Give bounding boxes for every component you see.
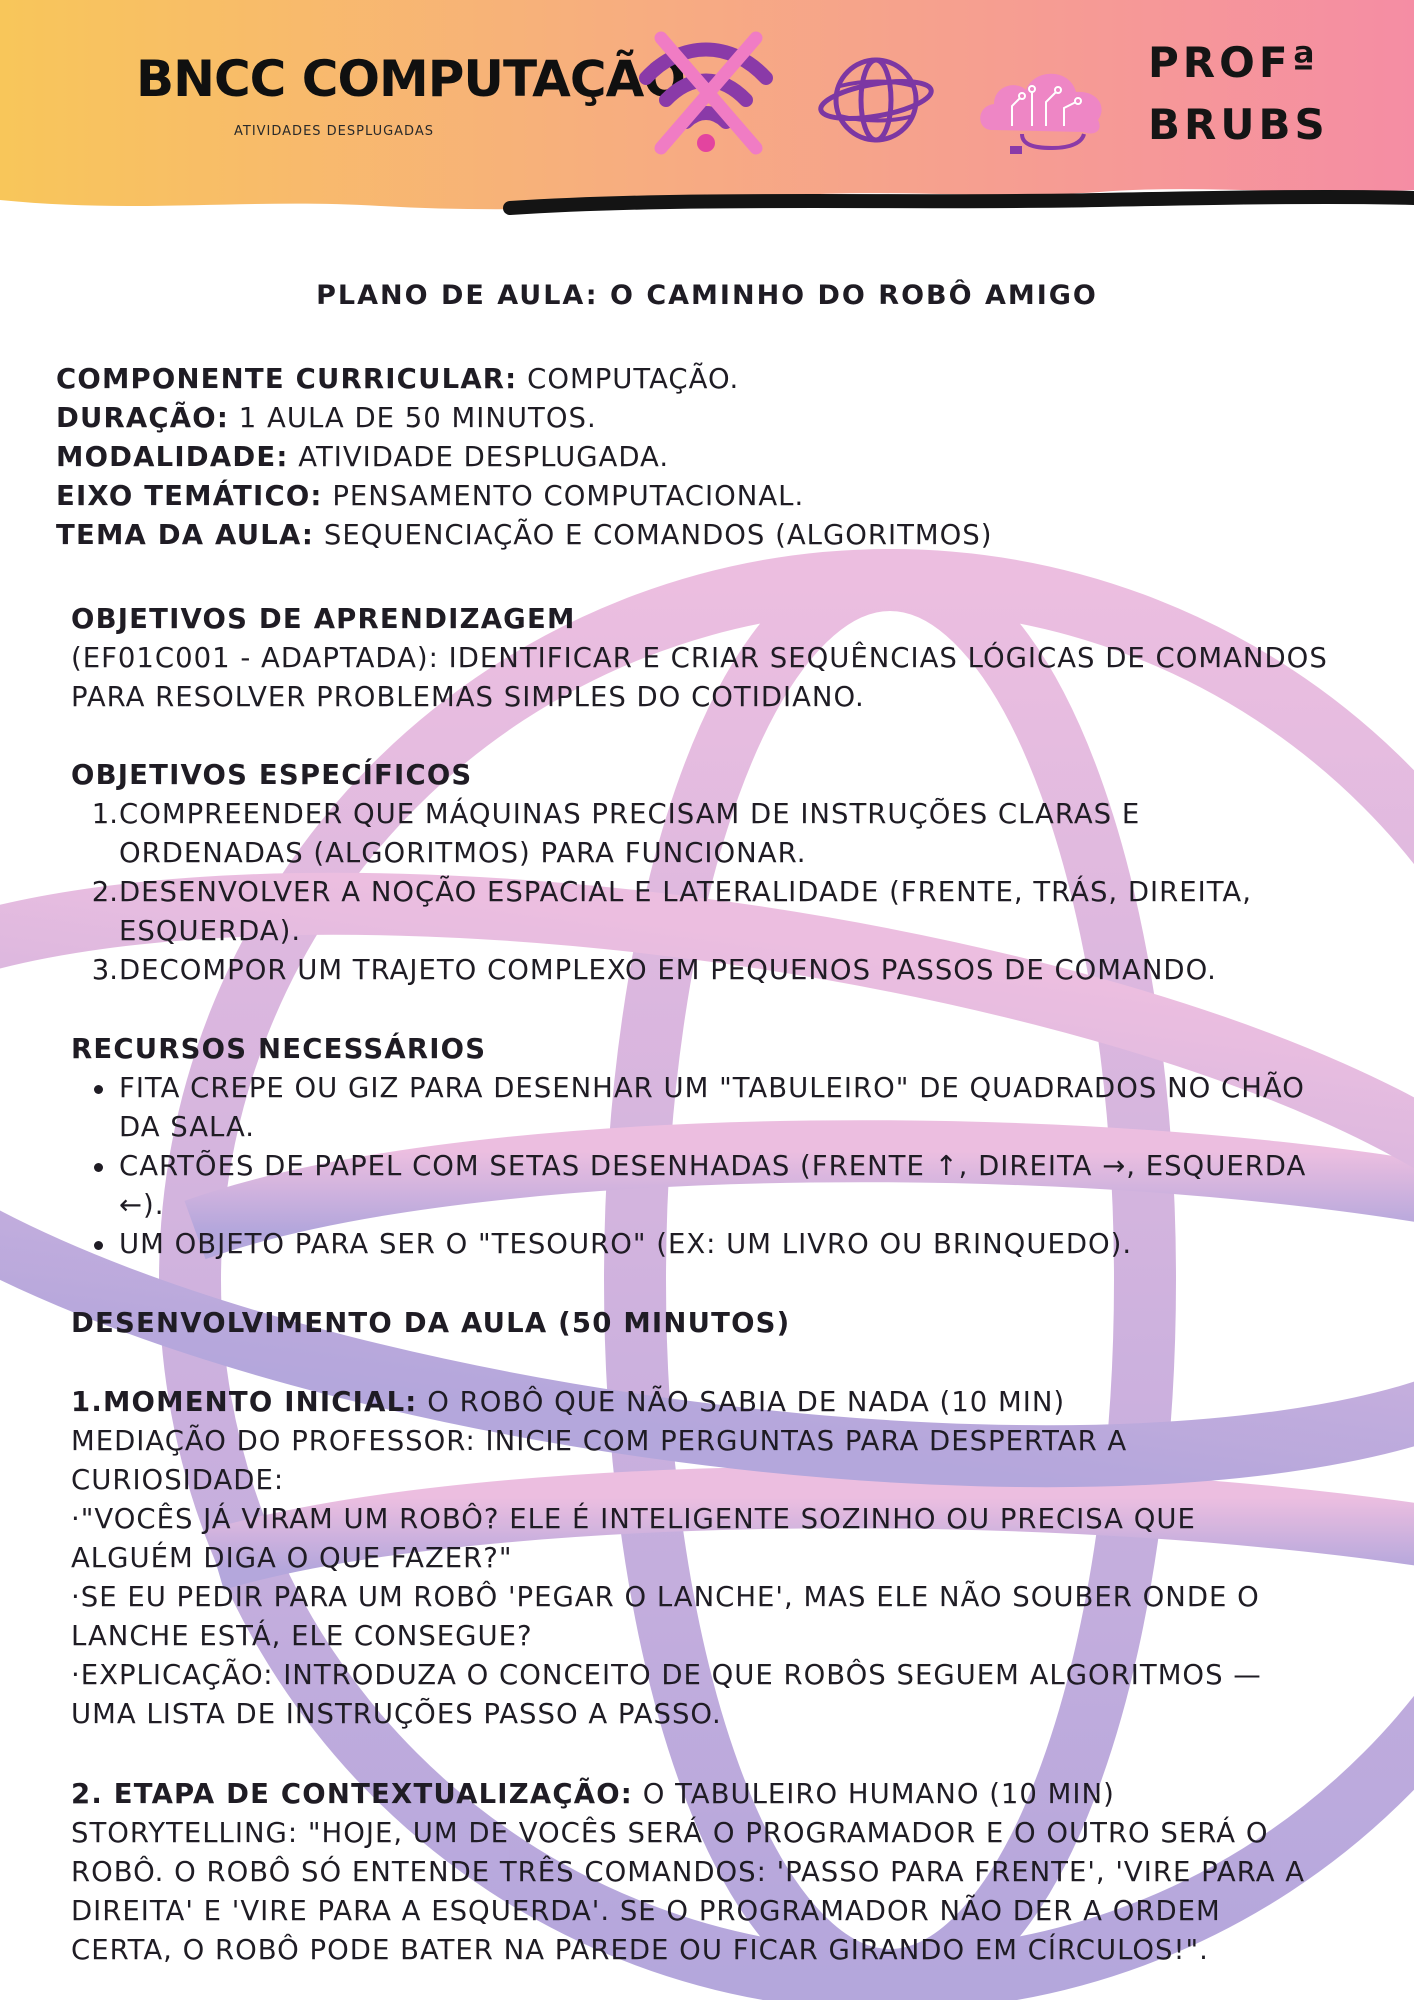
author-line-2: BRUBS [1148,100,1329,149]
bullet-icon [94,1163,103,1172]
list-item: ←). [119,1189,165,1221]
list-item: ESQUERDA). [119,915,302,947]
paragraph-line: CERTA, O ROBÔ PODE BATER NA PAREDE OU FICAR GIRANDO EM CÍRCULOS!". [71,1934,1209,1966]
paragraph-line: STORYTELLING: "HOJE, UM DE VOCÊS SERÁ O PROGRAMADOR E O OUTRO SERÁ O [71,1817,1269,1849]
list-item: DECOMPOR UM TRAJETO COMPLEXO EM PEQUENOS PASSOS DE COMANDO. [119,954,1217,986]
list-number: 1. [91,798,118,830]
step-heading: 2. ETAPA DE CONTEXTUALIZAÇÃO: O TABULEIRO HUMANO (10 MIN) [71,1778,1115,1810]
list-item: DA SALA. [119,1111,256,1143]
info-line: MODALIDADE: ATIVIDADE DESPLUGADA. [56,441,670,473]
section-heading: OBJETIVOS DE APRENDIZAGEM [71,603,576,635]
paragraph-line: CURIOSIDADE: [71,1464,285,1496]
section-heading: OBJETIVOS ESPECÍFICOS [71,759,473,791]
brand-subtitle: ATIVIDADES DESPLUGADAS [234,124,434,139]
bullet-icon [94,1241,103,1250]
section-heading: DESENVOLVIMENTO DA AULA (50 MINUTOS) [71,1307,791,1339]
info-line: COMPONENTE CURRICULAR: COMPUTAÇÃO. [56,363,740,395]
brand-title: BNCC COMPUTAÇÃO [136,50,685,108]
list-item: DESENVOLVER A NOÇÃO ESPACIAL E LATERALIDADE (FRENTE, TRÁS, DIREITA, [119,876,1252,908]
paragraph-line: LANCHE ESTÁ, ELE CONSEGUE? [71,1620,533,1652]
bullet-icon [94,1085,103,1094]
paragraph-line: ·EXPLICAÇÃO: INTRODUZA O CONCEITO DE QUE ROBÔS SEGUEM ALGORITMOS — [71,1659,1262,1691]
list-item: COMPREENDER QUE MÁQUINAS PRECISAM DE INSTRUÇÕES CLARAS E [119,798,1141,830]
paragraph-line: DIREITA' E 'VIRE PARA A ESQUERDA'. SE O PROGRAMADOR NÃO DER A ORDEM [71,1895,1221,1927]
paragraph-line: ·SE EU PEDIR PARA UM ROBÔ 'PEGAR O LANCHE', MAS ELE NÃO SOUBER ONDE O [71,1581,1260,1613]
step-heading: 1.MOMENTO INICIAL: O ROBÔ QUE NÃO SABIA DE NADA (10 MIN) [71,1386,1066,1418]
list-item: CARTÕES DE PAPEL COM SETAS DESENHADAS (FRENTE ↑, DIREITA →, ESQUERDA [119,1150,1307,1182]
list-number: 3. [91,954,118,986]
author-line-1: PROFª [1148,38,1320,87]
info-line: TEMA DA AULA: SEQUENCIAÇÃO E COMANDOS (ALGORITMOS) [56,519,993,551]
list-item: FITA CREPE OU GIZ PARA DESENHAR UM "TABULEIRO" DE QUADRADOS NO CHÃO [119,1072,1305,1104]
list-item: UM OBJETO PARA SER O "TESOURO" (EX: UM LIVRO OU BRINQUEDO). [119,1228,1133,1260]
list-number: 2. [91,876,118,908]
paragraph-line: ALGUÉM DIGA O QUE FAZER?" [71,1542,513,1574]
section-heading: RECURSOS NECESSÁRIOS [71,1033,487,1065]
paragraph-line: MEDIAÇÃO DO PROFESSOR: INICIE COM PERGUNTAS PARA DESPERTAR A [71,1425,1128,1457]
page-title: PLANO DE AULA: O CAMINHO DO ROBÔ AMIGO [316,280,1098,311]
paragraph-line: PARA RESOLVER PROBLEMAS SIMPLES DO COTIDIANO. [71,681,865,713]
paragraph-line: UMA LISTA DE INSTRUÇÕES PASSO A PASSO. [71,1698,722,1730]
list-item: ORDENADAS (ALGORITMOS) PARA FUNCIONAR. [119,837,807,869]
paragraph-line: ROBÔ. O ROBÔ SÓ ENTENDE TRÊS COMANDOS: 'PASSO PARA FRENTE', 'VIRE PARA A [71,1856,1306,1888]
info-line: DURAÇÃO: 1 AULA DE 50 MINUTOS. [56,402,597,434]
paragraph-line: (EF01C001 - ADAPTADA): IDENTIFICAR E CRIAR SEQUÊNCIAS LÓGICAS DE COMANDOS [71,642,1328,674]
info-line: EIXO TEMÁTICO: PENSAMENTO COMPUTACIONAL. [56,480,805,512]
paragraph-line: ·"VOCÊS JÁ VIRAM UM ROBÔ? ELE É INTELIGENTE SOZINHO OU PRECISA QUE [71,1503,1196,1535]
